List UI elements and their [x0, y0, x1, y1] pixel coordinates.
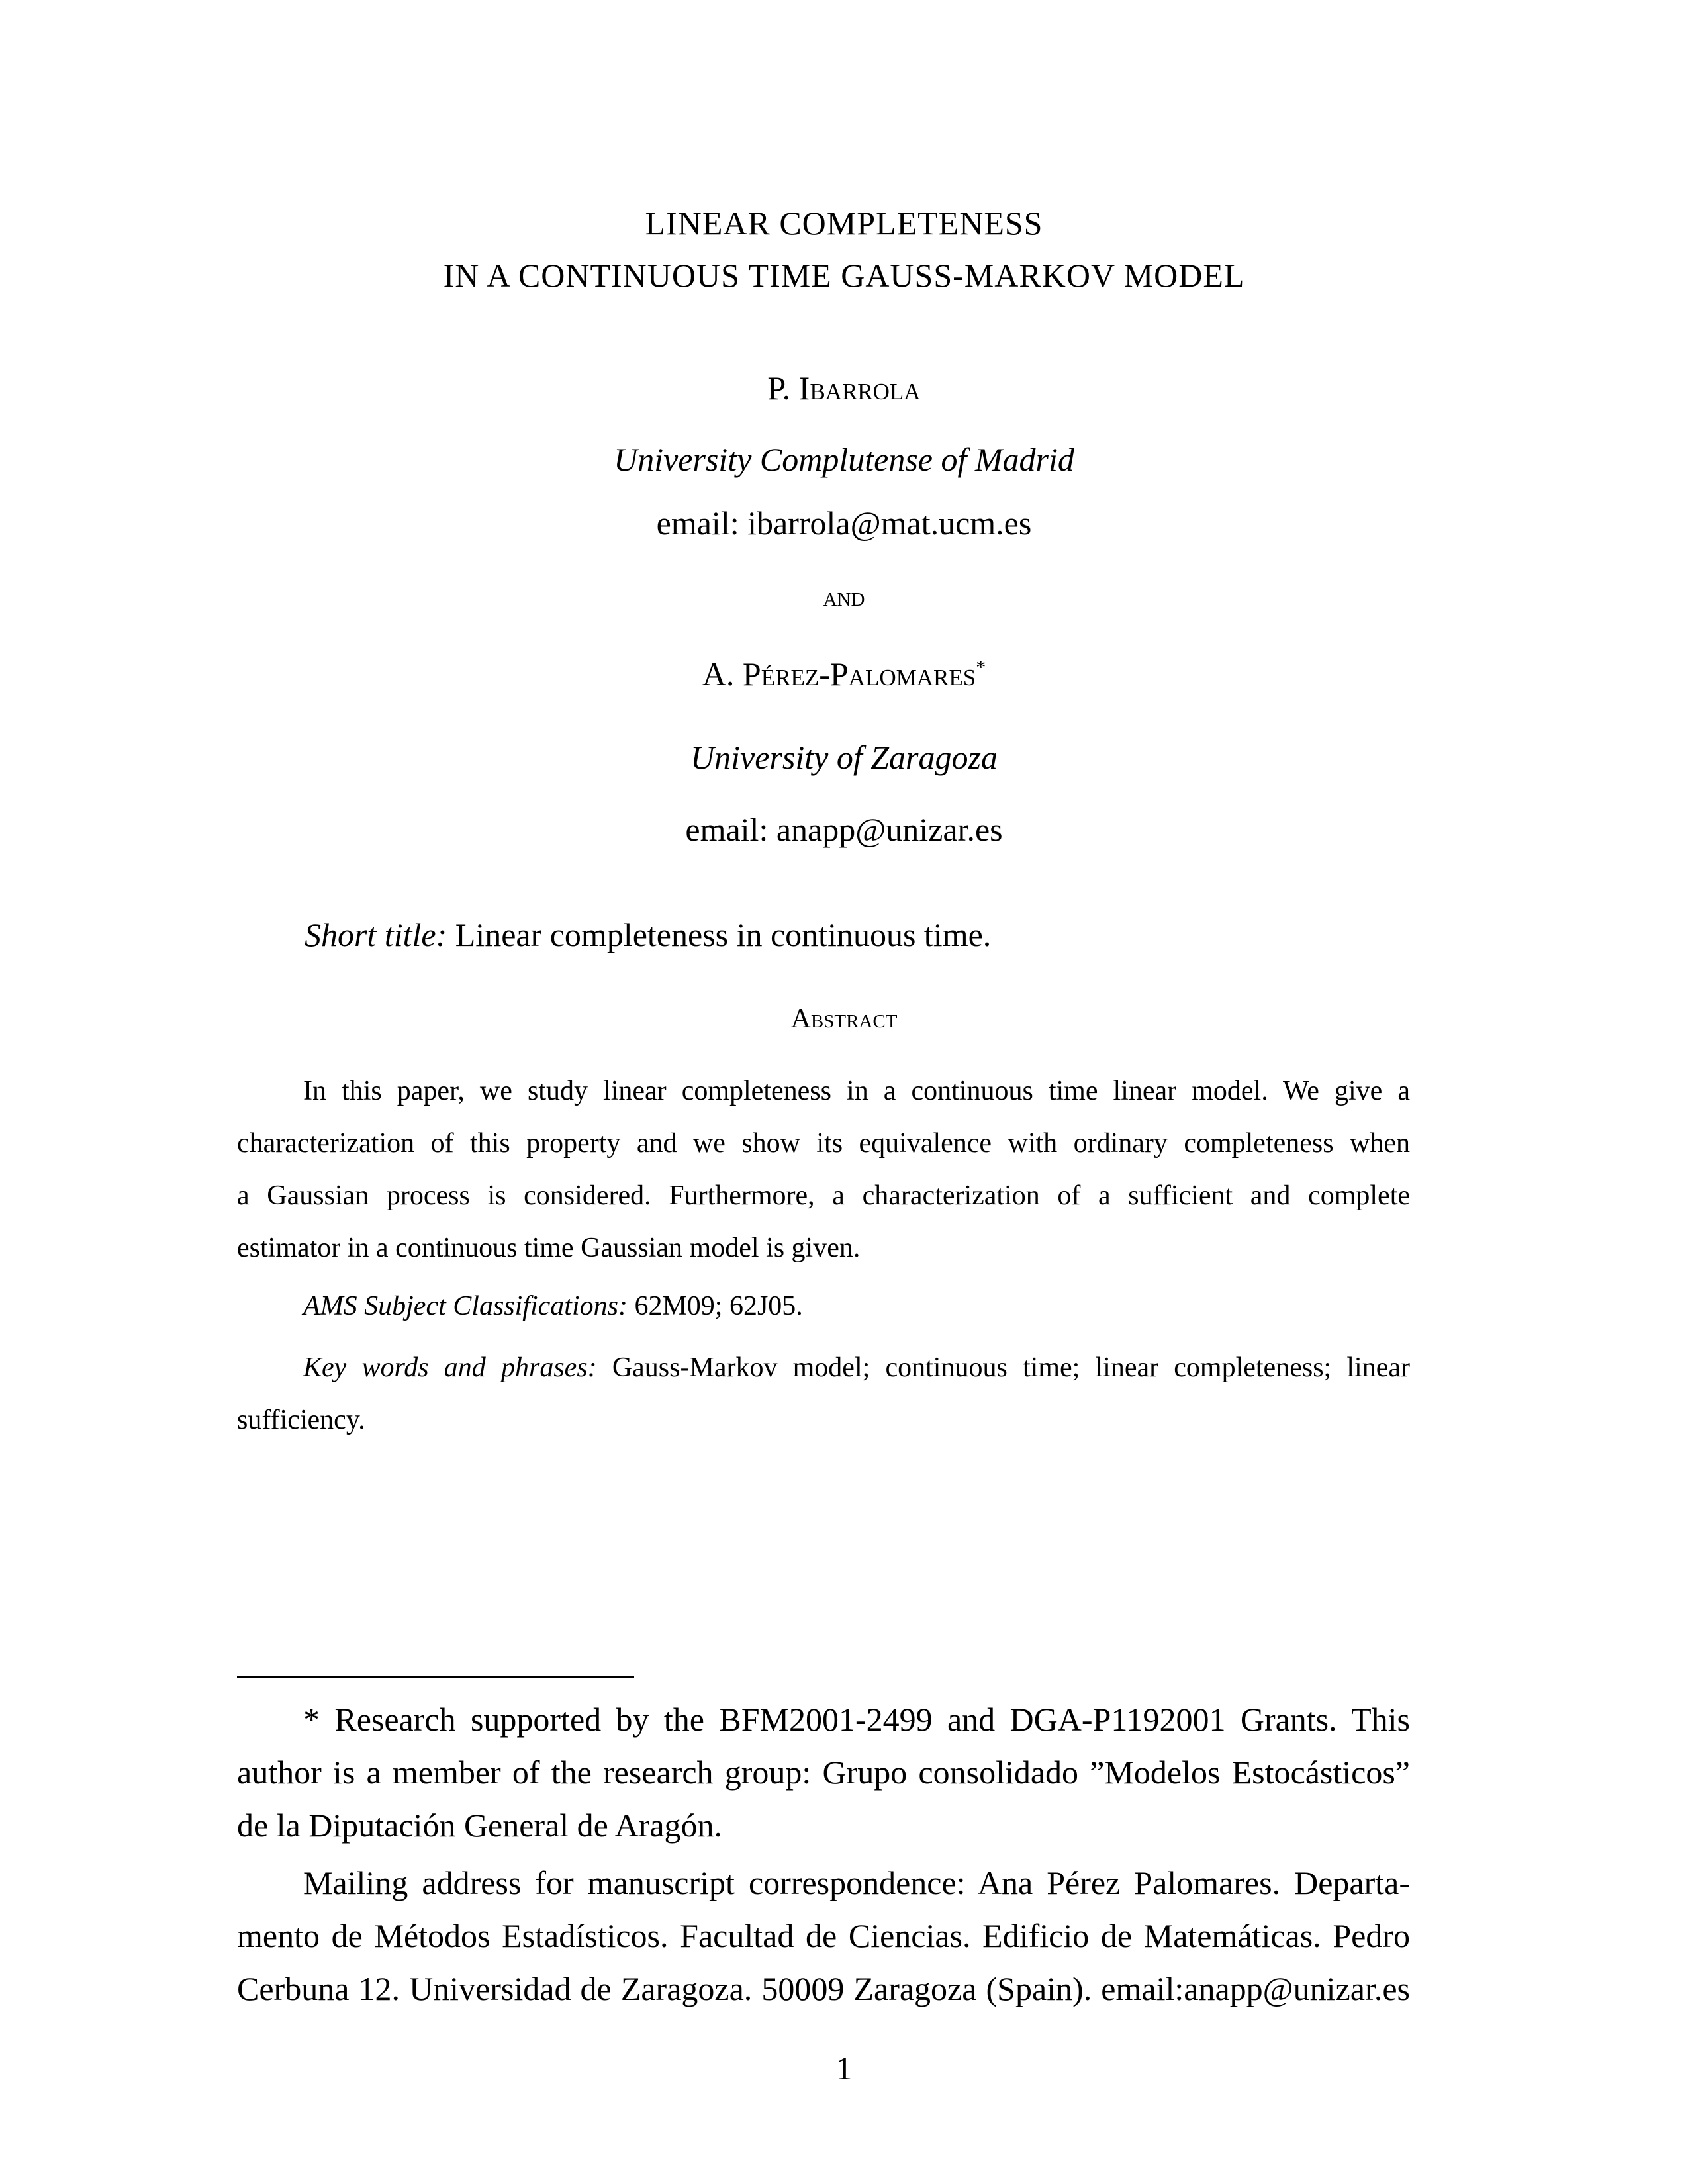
- title-line-2: IN A CONTINUOUS TIME GAUSS-MARKOV MODEL: [443, 257, 1245, 294]
- abstract-line: a Gaussian process is considered. Furthermore, a characterization of a sufficient and complete: [237, 1180, 1410, 1211]
- keywords-text: Gauss-Markov model; continuous time; linear completeness; linear: [596, 1353, 1410, 1383]
- mailing-line: Cerbuna 12. Universidad de Zaragoza. 50009 Zaragoza (Spain). email:anapp@unizar.es: [237, 1970, 1410, 2007]
- footnote-line: * Research supported by the BFM2001-2499 and DGA-P1192001 Grants. This: [303, 1701, 1410, 1738]
- author-2-name-text: A. Pérez-Palomares: [702, 655, 976, 692]
- author-2-name: [0, 657, 1688, 690]
- keywords-label: Key words and phrases:: [303, 1353, 597, 1383]
- ams-label: AMS Subject Classifications:: [303, 1291, 628, 1321]
- author-conjunction: and: [823, 582, 865, 612]
- author-2-email: email: anapp@unizar.es: [685, 811, 1003, 848]
- abstract-line: estimator in a continuous time Gaussian model is given.: [237, 1233, 861, 1263]
- author-1-name: P. Ibarrola: [767, 369, 921, 406]
- abstract-heading: Abstract: [790, 1004, 898, 1034]
- short-title-text: Linear completeness in continuous time.: [447, 916, 992, 953]
- short-title-label: Short title:: [305, 916, 447, 953]
- abstract-line: characterization of this property and we show its equivalence with ordinary completeness when: [237, 1128, 1410, 1159]
- abstract-line: In this paper, we study linear completeness in a continuous time linear model. We give a: [303, 1076, 1410, 1106]
- footnote-rule: [237, 1676, 634, 1678]
- ams-codes: 62M09; 62J05.: [627, 1291, 803, 1321]
- author-1-affiliation: University Complutense of Madrid: [614, 441, 1074, 478]
- author-1-email: email: ibarrola@mat.ucm.es: [656, 504, 1032, 542]
- author-2-affiliation: University of Zaragoza: [690, 739, 998, 776]
- keywords-line-1: [303, 1354, 1410, 1382]
- short-title: [305, 918, 991, 951]
- footnote-line: de la Diputación General de Aragón.: [237, 1807, 723, 1844]
- ams-classification: [303, 1292, 803, 1320]
- page-number: 1: [835, 2050, 853, 2087]
- footnote-marker: *: [976, 656, 986, 679]
- title-line-1: LINEAR COMPLETENESS: [645, 205, 1043, 242]
- mailing-line: mento de Métodos Estadísticos. Facultad de Ciencias. Edificio de Matemáticas. Pedro: [237, 1917, 1410, 1954]
- footnote-line: author is a member of the research group: Grupo consolidado ”Modelos Estocásticos”: [237, 1754, 1410, 1791]
- keywords-line-2: sufficiency.: [237, 1405, 365, 1435]
- mailing-line: Mailing address for manuscript correspondence: Ana Pérez Palomares. Departa-: [303, 1864, 1410, 1901]
